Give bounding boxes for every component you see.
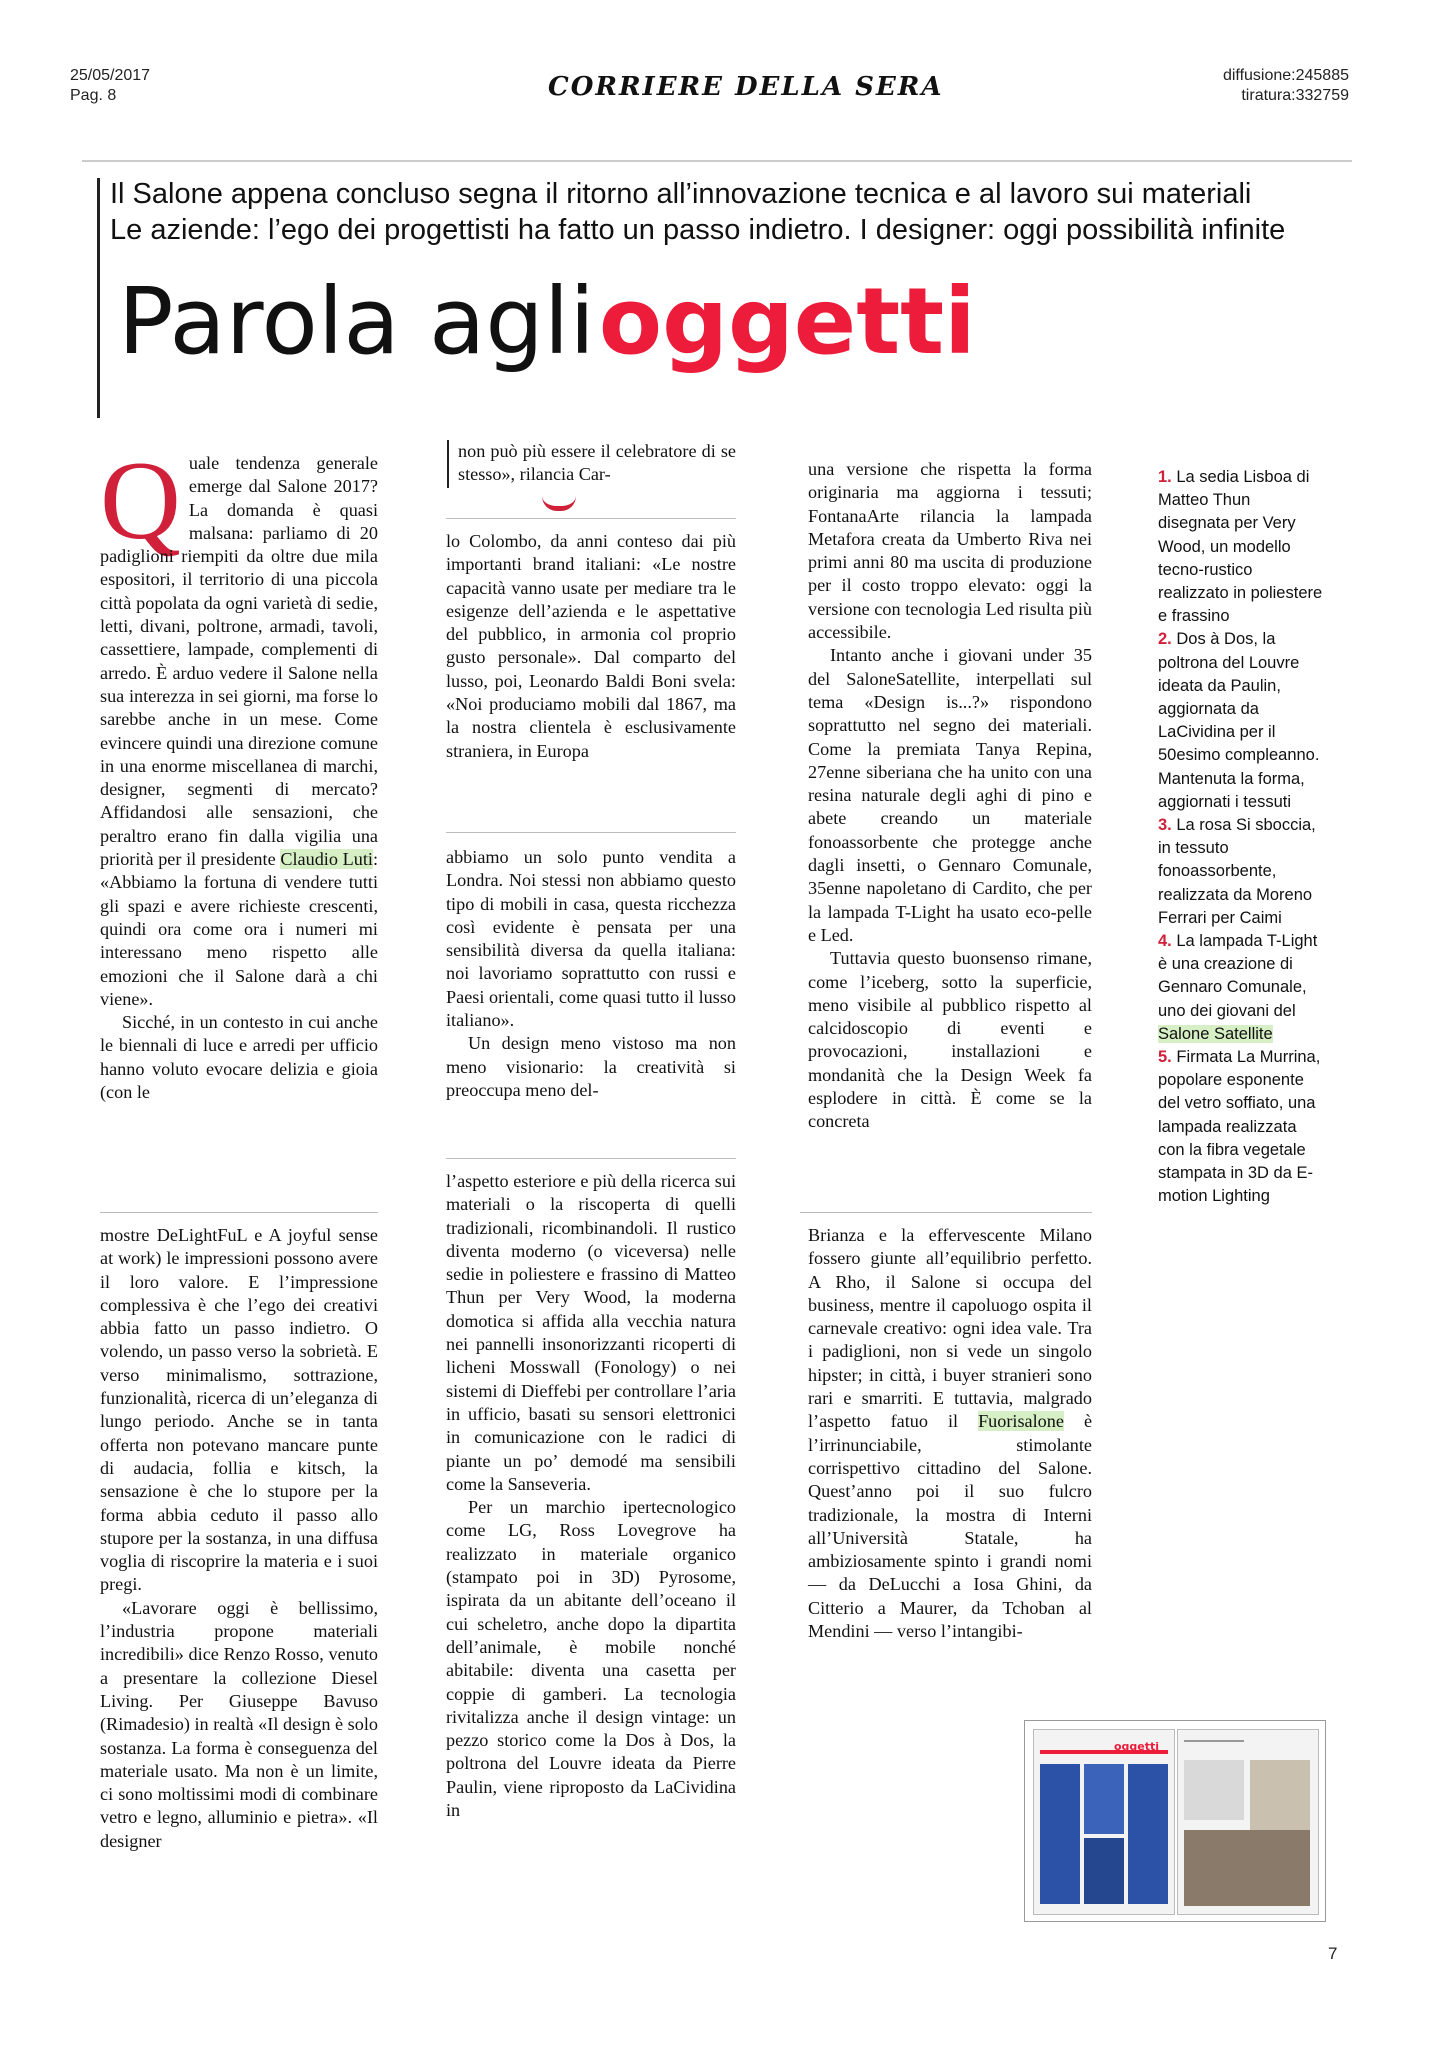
- caption-2: 2. Dos à Dos, la poltrona del Louvre ideata da Paulin, aggiornata da LaCividina per il 50esimo compleanno. Mantenuta la forma, aggiornati i tessuti: [1158, 630, 1320, 811]
- quote-mark-decoration: [542, 496, 576, 511]
- headline: [118, 268, 976, 375]
- thumbnail-title: oggetti: [1114, 1740, 1160, 1753]
- page-thumbnail: [1024, 1720, 1326, 1922]
- col2-p5: l’aspetto esteriore e più della ricerca sui materiali o la riscoperta di quelli tradizionali, ricombinandoli. Il rustico diventa moderno (o viceversa) nelle sedie in poliestere e frassino di Matteo Thun per Very Wood, la moderna domotica si affida alla vecchia natura nei pannelli insonorizzanti ricoperti di licheni Mosswall (Fonology) o nei sistemi di Dieffebi per controllare l’aria in ufficio, basati su sensori elettronici in comunicazione con le radici di piante un po’ demodé ma sensibili come la Sanseveria.: [446, 1171, 736, 1494]
- column-2a: [458, 440, 736, 487]
- col1-p4: «Lavorare oggi è bellissimo, l’industria propone materiali incredibili» dice Renzo Rosso, venuto a presentare la collezione Diesel Living. Per Giuseppe Bavuso (Rimadesio) in realtà «Il design è solo sostanza. La forma è conseguenza del materiale usato. Ma non è un limite, ci sono moltissimi modi di combinare vetro e legno, alluminio e pietra». «Il designer: [100, 1597, 378, 1851]
- thumbnail-left-page: [1033, 1729, 1175, 1915]
- diffusione: diffusione:245885: [1222, 67, 1349, 84]
- left-rule: [97, 178, 100, 418]
- deck-line-2: Le aziende: l’ego dei progettisti ha fatto un passo indietro. I designer: oggi possibilità infinite: [110, 214, 1286, 246]
- column-3b: [808, 1224, 1092, 1643]
- highlight-salone-satellite: Salone Satellite: [1158, 1024, 1273, 1043]
- col2-p6: Per un marchio ipertecnologico come LG, Ross Lovegrove ha realizzato in materiale organico (stampato poi in 3D) Pyrosome, ispirata da un abitante dell’oceano il cui scheletro, anche dopo la dipartita dell’animale, è mobile nonché abitabile: diventa una casetta per coppie di gamberi. La tecnologia rivitalizza anche il design vintage: un pezzo storico come la Dos à Dos, la poltrona del Louvre ideata da Pierre Paulin, viene riproposto da LaCividina in: [446, 1497, 736, 1821]
- col3-p1: una versione che rispetta la forma originaria ma aggiorna i tessuti; FontanaArte rilancia la lampada Metafora creata da Umberto Riva nei primi anni 80 ma uscita di produzione per il costo troppo elevato: oggi la versione con tecnologia Led risulta più accessibile.: [808, 459, 1092, 643]
- captions: [1158, 466, 1326, 1209]
- headline-bold: oggetti: [598, 268, 976, 375]
- column-separator: [800, 1212, 1092, 1213]
- caption-1: 1. La sedia Lisboa di Matteo Thun disegnata per Very Wood, un modello tecno-rustico realizzato in poliestere e frassino: [1158, 468, 1323, 626]
- highlight-claudio-luti: Claudio Luti: [280, 849, 373, 870]
- caption-3: 3. La rosa Si sboccia, in tessuto fonoassorbente, realizzata da Moreno Ferrari per Caimi: [1158, 816, 1316, 927]
- caption-5: 5. Firmata La Murrina, popolare esponente del vetro soffiato, una lampada realizzata con la fibra vegetale stampata in 3D da E-motion Lighting: [1158, 1048, 1321, 1206]
- date: 25/05/2017: [70, 67, 151, 84]
- masthead: CORRIERE DELLA SERA: [548, 72, 944, 102]
- column-separator: [100, 1212, 378, 1213]
- column-1b: [100, 1224, 378, 1853]
- column-1: [100, 439, 378, 1104]
- column-separator: [446, 1158, 736, 1159]
- column-separator: [446, 518, 736, 519]
- col2-p3: abbiamo un solo punto vendita a Londra. Noi stessi non abbiamo questo tipo di mobili in casa, questa ricchezza così evidente è pensata per una sensibilità diversa da quella italiana: noi lavoriamo soprattutto con russi e Paesi orientali, come quasi tutto il lusso italiano».: [446, 847, 736, 1031]
- col1-p3: mostre DeLightFuL e A joyful sense at work) le impressioni possono avere il loro valore. E l’impressione complessiva è che l’ego dei creativi abbia fatto un passo indietro. O volendo, un passo verso la sobrietà. E verso minimalismo, sottrazione, funzionalità, ricerca di un’eleganza di lungo periodo. Anche se in tanta offerta non potevano mancare punte di audacia, follia e kitsch, la sensazione è che lo stupore per la forma abbia ceduto il passo allo stupore per la sostanza, in una diffusa voglia di riscoprire la materia e i suoi pregi.: [100, 1225, 378, 1595]
- col3-p4-b: è l’irrinunciabile, stimolante corrispettivo cittadino del Salone. Quest’anno poi il suo fulcro tradizionale, la mostra di Interni all’Università Statale, ha ambiziosamente spinto i grandi nomi — da DeLucchi a Iosa Ghini, da Citterio a Maurer, da Tchoban al Mendini — verso l’intangibi-: [808, 1411, 1093, 1642]
- col2-p2: lo Colombo, da anni conteso dai più importanti brand italiani: «Le nostre capacità vanno usate per mediare tra le esigenze dell’azienda e le aspettative del pubblico, in armonia col proprio gusto personale». Dal comparto del lusso, poi, Leonardo Baldi Boni svela: «Noi produciamo mobili dal 1867, ma la nostra clientela è esclusivamente straniera, in Europa: [446, 531, 736, 761]
- caption-4: 4. La lampada T-Light è una creazione di Gennaro Comunale, uno dei giovani del Salone Satellite: [1158, 932, 1318, 1043]
- col2-p4: Un design meno vistoso ma non meno visionario: la creatività si preoccupa meno del-: [446, 1033, 736, 1100]
- col1-p1-a: uale tendenza generale emerge dal Salone 2017? La domanda è quasi malsana: parliamo di 20 padiglioni riempiti da oltre due mila espositori, il territorio di una piccola città popolata da ogni varietà di sedie, letti, divani, poltrone, armadi, tavoli, cassettiere, lampade, complementi di arredo. È arduo vedere il Salone nella sua interezza in sei giorni, ma forse lo sarebbe anche in un mese. Come evincere quindi una direzione comune in una enorme miscellanea di marchi, designer, segmenti di mercato? Affidandosi alle sensazioni, che peraltro erano fin dalla vigilia una priorità per il presidente: [100, 453, 378, 870]
- col2-p1: non può più essere il celebratore di se stesso», rilancia Car-: [458, 441, 736, 485]
- highlight-fuorisalone: Fuorisalone: [978, 1411, 1064, 1432]
- col3-p3: Tuttavia questo buonsenso rimane, come l’iceberg, sotto la superficie, meno visibile al pubblico rispetto al calcidoscopio di eventi e provocazioni, installazioni e mondanità che la Design Week fa esplodere in città. È come se la concreta: [808, 948, 1092, 1132]
- drop-cap: Q: [100, 439, 181, 563]
- headline-light: Parola agli: [118, 268, 595, 375]
- tiratura: tiratura:332759: [1241, 87, 1349, 104]
- column-2c: [446, 846, 736, 1102]
- column-separator: [446, 832, 736, 833]
- col3-p2: Intanto anche i giovani under 35 del SaloneSatellite, interpellati sul tema «Design is...?» rispondono soprattutto nel segno dei materiali. Come la premiata Tanya Repina, 27enne siberiana che ha unito con una resina naturale degli aghi di pino e abete creando un materiale fonoassorbente che protegge anche dagli insetti, o Gennaro Comunale, 35enne napoletano di Cardito, che per la lampada T-Light ha usato eco-pelle e Led.: [808, 645, 1092, 945]
- col3-p4: Brianza e la effervescente Milano fossero giunte all’equilibrio perfetto. A Rho, il Salone si occupa del business, mentre il capoluogo ospita il carnevale creativo: ogni idea vale. Tra i padiglioni, non si vede un singolo hipster; in città, i buyer stranieri sono rari e smarriti. E tuttavia, malgrado l’aspetto fatuo il: [808, 1225, 1092, 1432]
- page-label: Pag. 8: [70, 87, 117, 104]
- column-3a: [808, 458, 1092, 1134]
- column-2b: [446, 530, 736, 763]
- top-rule: [82, 160, 1352, 162]
- col1-p1-b: : «Abbiamo la fortuna di vendere tutti gli spazi e avere richieste crescenti, quindi ora come ora i numeri mi interessano meno rispetto alle emozioni che il Salone darà a chi viene».: [100, 849, 378, 1009]
- column-2d: [446, 1170, 736, 1822]
- col1-p2: Sicché, in un contesto in cui anche le biennali di luce e arredi per ufficio hanno voluto evocare delizia e gioia (con le: [100, 1012, 378, 1103]
- deck-line-1: Il Salone appena concluso segna il ritorno all’innovazione tecnica e al lavoro sui materiali: [110, 178, 1252, 210]
- page-number: 7: [1328, 1944, 1338, 1963]
- col2-rule: [447, 440, 449, 488]
- thumbnail-right-page: [1177, 1729, 1319, 1915]
